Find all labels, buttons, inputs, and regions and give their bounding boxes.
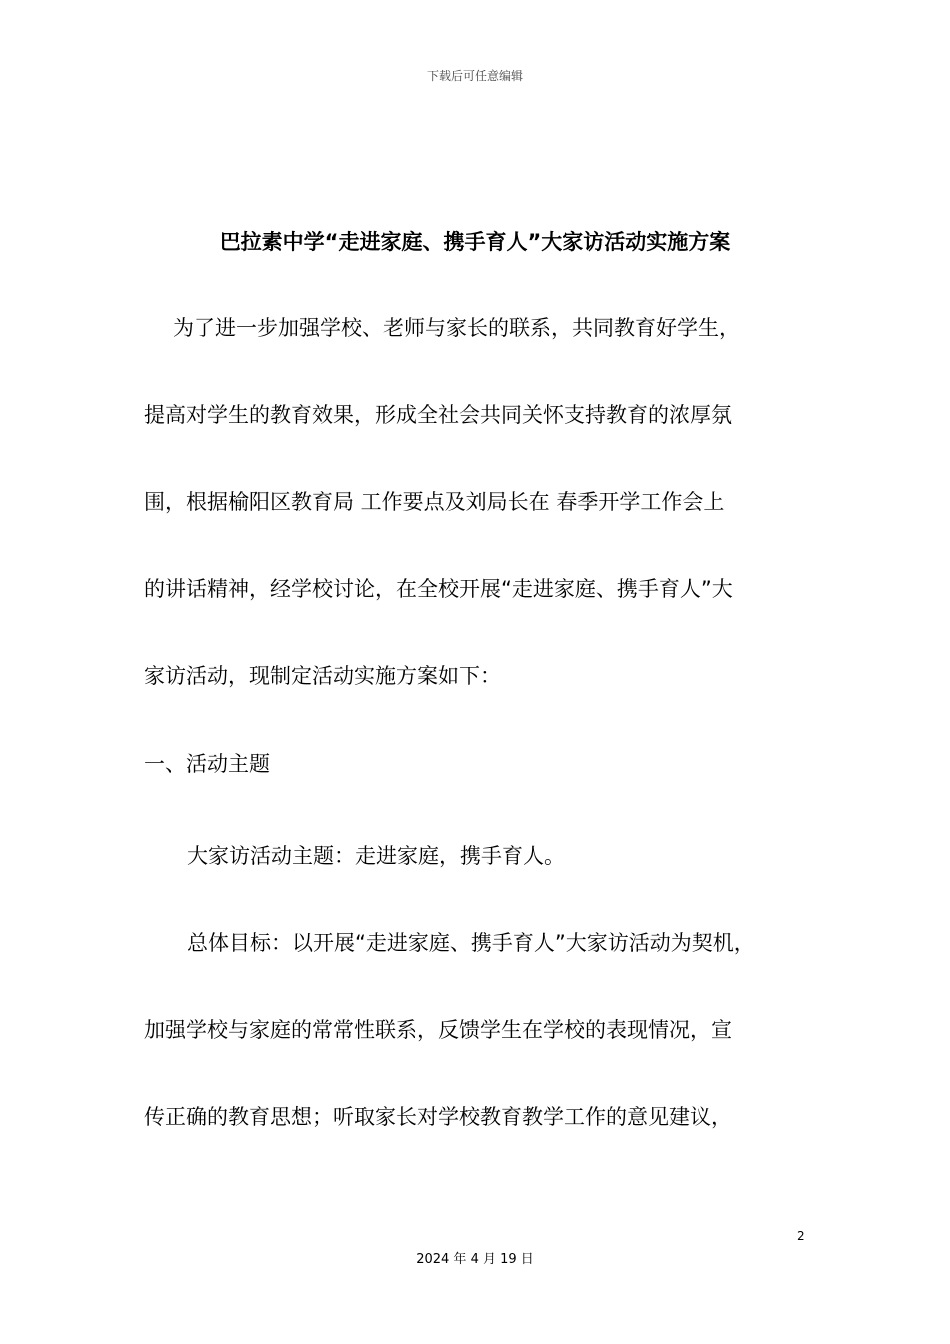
body-line: 的讲话精神，经学校讨论，在全校开展“走进家庭、携手育人”大 — [144, 577, 733, 601]
body-line: 传正确的教育思想；听取家长对学校教育教学工作的意见建议， — [144, 1105, 732, 1129]
body-line: 加强学校与家庭的常常性联系，反馈学生在学校的表现情况，宣 — [144, 1018, 732, 1042]
body-line: 大家访活动主题：走进家庭，携手育人。 — [187, 844, 565, 868]
body-line: 总体目标：以开展“走进家庭、携手育人”大家访活动为契机， — [187, 931, 755, 955]
body-line: 家访活动，现制定活动实施方案如下： — [144, 664, 501, 688]
header-note: 下载后可任意编辑 — [426, 69, 523, 83]
section-heading: 一、活动主题 — [144, 752, 270, 776]
body-line: 围，根据榆阳区教育局 工作要点及刘局长在 春季开学工作会上 — [144, 490, 725, 514]
body-line: 为了进一步加强学校、老师与家长的联系，共同教育好学生， — [173, 316, 740, 340]
document-title: 巴拉素中学“走进家庭、携手育人”大家访活动实施方案 — [219, 230, 731, 254]
page-number: 2 — [797, 1229, 805, 1243]
body-line: 提高对学生的教育效果，形成全社会共同关怀支持教育的浓厚氛 — [144, 403, 732, 427]
footer-date: 2024 年 4 月 19 日 — [416, 1252, 534, 1267]
